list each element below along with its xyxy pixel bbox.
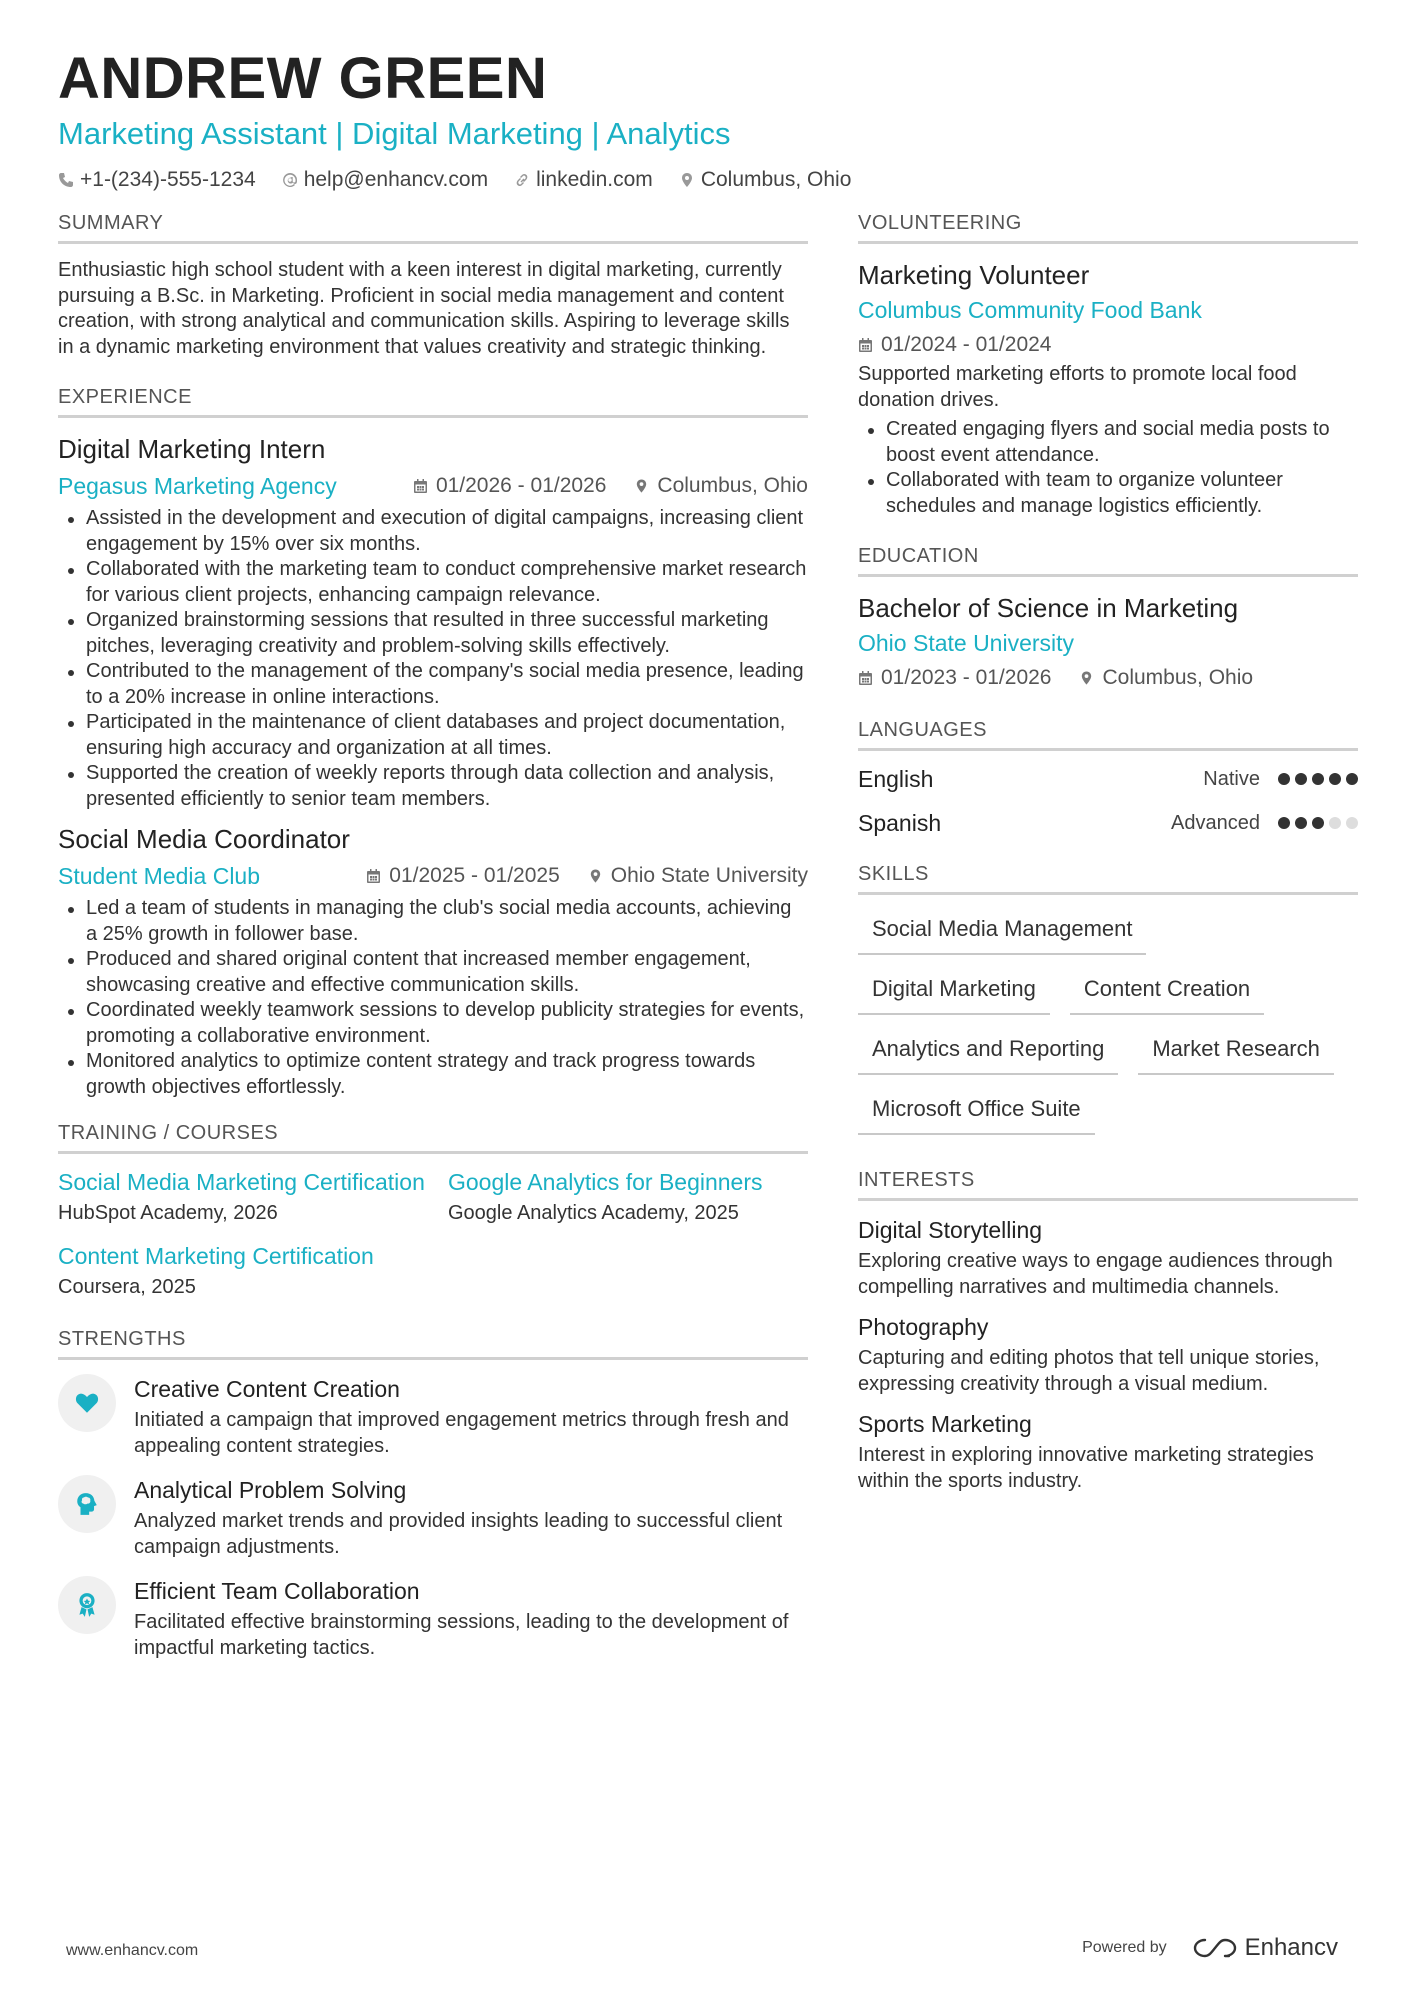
language-row — [858, 757, 1358, 801]
calendar-icon — [858, 337, 873, 353]
interest-item — [858, 1409, 1358, 1494]
resume-header — [58, 44, 1358, 192]
strength-icon-badge — [58, 1576, 116, 1634]
education-section — [858, 545, 1358, 693]
linkedin-text: linkedin.com — [536, 168, 653, 191]
contact-bar — [58, 168, 1358, 192]
job-dates — [413, 474, 606, 498]
rating-dot-filled — [1278, 773, 1290, 785]
strength-title: Creative Content Creation — [134, 1376, 400, 1402]
experience-heading: EXPERIENCE — [58, 386, 808, 418]
contact-email[interactable] — [282, 168, 488, 192]
language-level: Advanced — [1171, 811, 1260, 834]
candidate-headline: Marketing Assistant | Digital Marketing | Analytics — [58, 116, 731, 151]
interests-heading: INTERESTS — [858, 1169, 1358, 1201]
skills-section — [858, 863, 1358, 1135]
degree-title: Bachelor of Science in Marketing — [858, 593, 1239, 623]
rating-dot-filled — [1312, 773, 1324, 785]
contact-location — [679, 168, 852, 192]
enhancv-logo[interactable] — [1193, 1934, 1338, 1962]
training-heading: TRAINING / COURSES — [58, 1122, 808, 1154]
job-bullets — [58, 896, 808, 1100]
strength-item — [58, 1475, 808, 1560]
skill-tag: Content Creation — [1070, 969, 1264, 1015]
calendar-icon — [858, 670, 873, 686]
volunteer-bullets — [858, 417, 1358, 519]
course-title: Google Analytics for Beginners — [448, 1169, 763, 1195]
rating-dot-empty — [1346, 817, 1358, 829]
brain-head-icon — [74, 1491, 100, 1517]
footer-branding — [1082, 1934, 1338, 1962]
strength-item — [58, 1576, 808, 1661]
course-item — [448, 1168, 808, 1228]
bullet-item: Led a team of students in managing the club's social media accounts, achieving a 25% growth in follower base. — [58, 896, 808, 947]
interest-title: Photography — [858, 1314, 989, 1340]
interests-section — [858, 1169, 1358, 1494]
job-location-text: Ohio State University — [610, 864, 808, 887]
school-name: Ohio State University — [858, 630, 1075, 656]
job-dates — [366, 864, 559, 888]
strength-title: Analytical Problem Solving — [134, 1477, 407, 1503]
contact-phone — [58, 168, 256, 192]
rating-dot-filled — [1295, 817, 1307, 829]
interest-title: Digital Storytelling — [858, 1217, 1043, 1243]
phone-text: +1-(234)-555-1234 — [80, 168, 256, 191]
job-meta — [58, 860, 808, 892]
skill-tag: Analytics and Reporting — [858, 1029, 1118, 1075]
strength-title: Efficient Team Collaboration — [134, 1578, 420, 1604]
skills-heading: SKILLS — [858, 863, 1358, 895]
job-dates-text: 01/2025 - 01/2025 — [389, 864, 560, 887]
job-location-text: Columbus, Ohio — [657, 474, 808, 497]
bullet-item: Supported the creation of weekly reports through data collection and analysis, presented efficiently to senior team members. — [58, 761, 808, 812]
course-provider: Google Analytics Academy, 2025 — [448, 1202, 739, 1224]
strength-desc: Initiated a campaign that improved engagement metrics through fresh and appealing content strategies. — [134, 1409, 789, 1457]
languages-section — [858, 719, 1358, 845]
course-item — [58, 1168, 448, 1228]
course-provider: HubSpot Academy, 2026 — [58, 1202, 278, 1224]
education-location-text: Columbus, Ohio — [1102, 666, 1254, 689]
language-rating — [1278, 773, 1358, 785]
skill-tag: Digital Marketing — [858, 969, 1050, 1015]
bullet-item: Contributed to the management of the company's social media presence, leading to a 20% increase in online interactions. — [58, 659, 808, 710]
enhancv-logo-icon — [1193, 1936, 1237, 1960]
job-location — [588, 864, 808, 888]
bullet-item: Assisted in the development and execution of digital campaigns, increasing client engagement by 15% over six months. — [58, 506, 808, 557]
volunteer-summary: Supported marketing efforts to promote local food donation drives. — [858, 363, 1297, 411]
experience-section — [58, 386, 808, 1100]
summary-text: Enthusiastic high school student with a keen interest in digital marketing, currently pursuing a B.Sc. in Marketing. Proficient in social media management and content creation, with strong analytical and communication skills. Aspiring to leverage skills in a dynamic marketing environment that values creativity and strategic thinking. — [58, 259, 790, 358]
interest-title: Sports Marketing — [858, 1411, 1032, 1437]
bullet-item: Produced and shared original content that increased member engagement, showcasing creative and effective communication skills. — [58, 947, 808, 998]
contact-linkedin[interactable] — [514, 168, 653, 192]
rating-dot-filled — [1295, 773, 1307, 785]
strengths-heading: STRENGTHS — [58, 1328, 808, 1360]
volunteer-dates-text: 01/2024 - 01/2024 — [881, 333, 1052, 356]
bullet-item: Organized brainstorming sessions that resulted in three successful marketing pitches, leveraging creativity and problem-solving skills effectively. — [58, 608, 808, 659]
bullet-item: Created engaging flyers and social media posts to boost event attendance. — [858, 417, 1358, 468]
skill-list — [858, 909, 1358, 1135]
strength-item — [58, 1374, 808, 1459]
volunteer-dates — [858, 330, 1358, 360]
language-name: Spanish — [858, 809, 942, 836]
interest-item — [858, 1215, 1358, 1300]
job-bullets — [58, 506, 808, 812]
education-heading: EDUCATION — [858, 545, 1358, 577]
bullet-item: Coordinated weekly teamwork sessions to develop publicity strategies for events, promoting a collaborative environment. — [58, 998, 808, 1049]
location-pin-icon — [1079, 670, 1094, 686]
rating-dot-empty — [1329, 817, 1341, 829]
powered-by-label: Powered by — [1082, 1939, 1167, 1956]
job-title: Digital Marketing Intern — [58, 434, 326, 464]
language-level: Native — [1203, 767, 1260, 790]
language-name: English — [858, 765, 934, 792]
interest-item — [858, 1312, 1358, 1397]
phone-icon — [58, 172, 74, 188]
location-pin-icon — [679, 172, 695, 188]
bullet-item: Monitored analytics to optimize content strategy and track progress towards growth objectives effortlessly. — [58, 1049, 808, 1100]
left-column — [58, 212, 808, 1687]
strengths-section — [58, 1328, 808, 1661]
strength-icon-badge — [58, 1475, 116, 1533]
right-column — [858, 212, 1358, 1520]
course-title: Content Marketing Certification — [58, 1243, 374, 1269]
bullet-item: Collaborated with team to organize volunteer schedules and manage logistics efficiently. — [858, 468, 1358, 519]
interest-desc: Capturing and editing photos that tell unique stories, expressing creativity through a visual medium. — [858, 1347, 1320, 1395]
education-location — [1079, 663, 1253, 693]
heart-icon — [74, 1390, 100, 1416]
job-location — [634, 474, 808, 498]
interest-desc: Interest in exploring innovative marketing strategies within the sports industry. — [858, 1444, 1314, 1492]
skill-tag: Social Media Management — [858, 909, 1146, 955]
strength-desc: Facilitated effective brainstorming sessions, leading to the development of impactful marketing tactics. — [134, 1611, 789, 1659]
education-dates — [858, 663, 1051, 693]
job-company: Student Media Club — [58, 863, 261, 889]
job-dates-text: 01/2026 - 01/2026 — [435, 474, 607, 497]
bullet-item: Collaborated with the marketing team to conduct comprehensive market research for various client projects, enhancing campaign relevance. — [58, 557, 808, 608]
languages-heading: LANGUAGES — [858, 719, 1358, 751]
rating-dot-filled — [1346, 773, 1358, 785]
education-meta — [858, 663, 1358, 693]
volunteer-org: Columbus Community Food Bank — [858, 297, 1202, 323]
job-entry — [58, 822, 808, 1100]
award-ribbon-icon — [74, 1592, 100, 1618]
email-text: help@enhancv.com — [303, 168, 489, 191]
rating-dot-filled — [1312, 817, 1324, 829]
course-title: Social Media Marketing Certification — [58, 1169, 425, 1195]
course-list — [58, 1168, 808, 1302]
summary-section — [58, 212, 808, 360]
link-icon — [514, 172, 530, 188]
course-provider: Coursera, 2025 — [58, 1276, 196, 1298]
volunteer-role: Marketing Volunteer — [858, 260, 1090, 290]
summary-heading: SUMMARY — [58, 212, 808, 244]
training-section — [58, 1122, 808, 1302]
job-meta — [58, 470, 808, 502]
job-company: Pegasus Marketing Agency — [58, 473, 337, 499]
location-pin-icon — [588, 868, 603, 884]
candidate-name: ANDREW GREEN — [58, 46, 548, 111]
education-dates-text: 01/2023 - 01/2026 — [881, 666, 1052, 689]
calendar-icon — [366, 868, 381, 884]
course-item — [58, 1242, 448, 1302]
strength-desc: Analyzed market trends and provided insights leading to successful client campaign adjustments. — [134, 1510, 783, 1558]
rating-dot-filled — [1329, 773, 1341, 785]
skill-tag: Microsoft Office Suite — [858, 1089, 1095, 1135]
at-icon — [282, 172, 298, 188]
job-entry — [58, 432, 808, 812]
calendar-icon — [413, 478, 428, 494]
volunteering-heading: VOLUNTEERING — [858, 212, 1358, 244]
strength-icon-badge — [58, 1374, 116, 1432]
language-rating — [1278, 817, 1358, 829]
volunteering-section — [858, 212, 1358, 519]
brand-name: Enhancv — [1244, 1934, 1338, 1961]
job-title: Social Media Coordinator — [58, 824, 350, 854]
footer-website[interactable]: www.enhancv.com — [66, 1942, 199, 1959]
rating-dot-filled — [1278, 817, 1290, 829]
location-text: Columbus, Ohio — [700, 168, 852, 191]
location-pin-icon — [634, 478, 649, 494]
bullet-item: Participated in the maintenance of client databases and project documentation, ensuring high accuracy and organization at all times. — [58, 710, 808, 761]
interest-desc: Exploring creative ways to engage audiences through compelling narratives and multimedia channels. — [858, 1250, 1333, 1298]
skill-tag: Market Research — [1138, 1029, 1334, 1075]
language-row — [858, 801, 1358, 845]
